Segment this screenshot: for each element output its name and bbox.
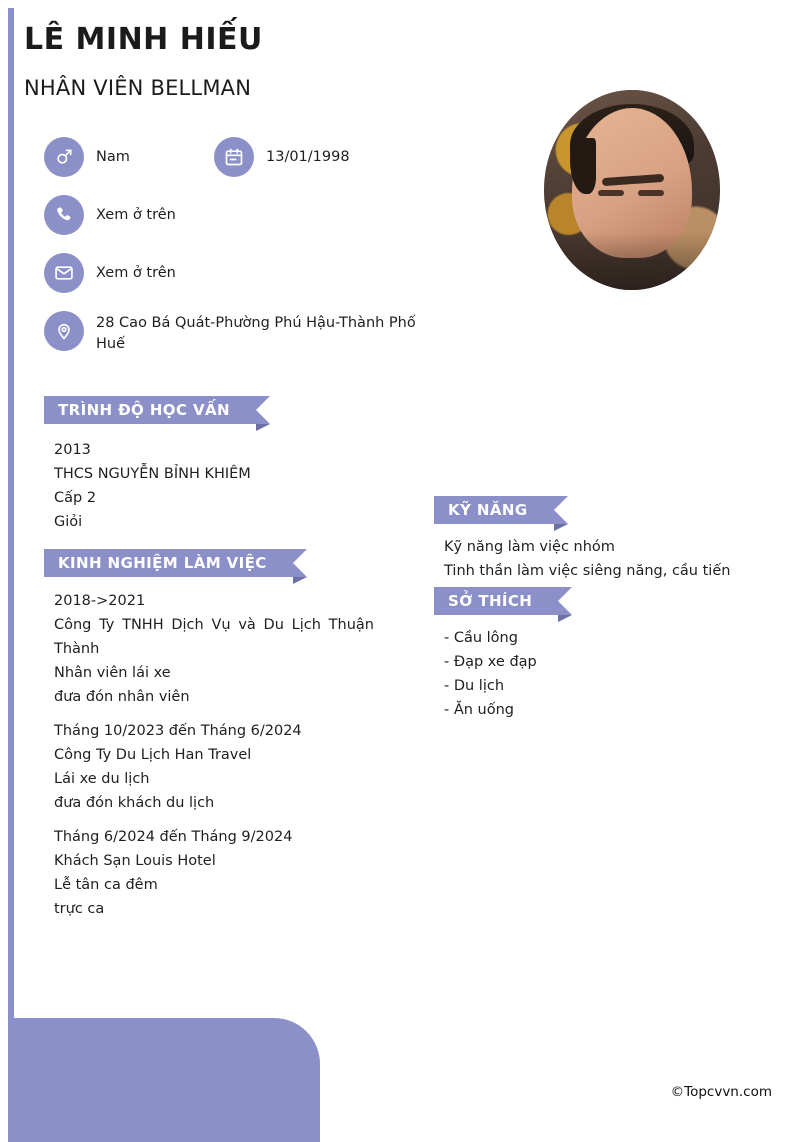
contact-email (44, 253, 176, 293)
skills-line-1: Tinh thần làm việc siêng năng, cầu tiến (444, 563, 731, 579)
experience-1-line-2: Nhân viên lái xe (54, 665, 171, 681)
experience-3-line-2: Lễ tân ca đêm (54, 877, 158, 893)
ribbon-tail (558, 615, 572, 622)
interests-line-0: - Cầu lông (444, 630, 518, 646)
experience-2-line-2: Lái xe du lịch (54, 771, 150, 787)
gender-icon (44, 137, 84, 177)
experience-1-line-3: đưa đón nhân viên (54, 689, 190, 705)
contact-email-value: Xem ở trên (96, 265, 176, 281)
avatar (544, 90, 720, 290)
education-line-1: THCS NGUYỄN BỈNH KHIÊM (54, 466, 251, 482)
contact-birthday-value: 13/01/1998 (266, 149, 350, 165)
education-line-0: 2013 (54, 442, 91, 458)
experience-entry-3 (54, 825, 414, 921)
section-title-skills: KỸ NĂNG (448, 501, 528, 519)
job-title: NHÂN VIÊN BELLMAN (24, 76, 252, 100)
interests-line-2: - Du lịch (444, 678, 505, 694)
experience-entry-1 (54, 589, 379, 709)
education-line-2: Cấp 2 (54, 490, 97, 506)
experience-2-line-1: Công Ty Du Lịch Han Travel (54, 747, 252, 763)
section-title-interests: SỞ THÍCH (448, 592, 533, 610)
experience-entry-2 (54, 719, 414, 815)
section-title-education: TRÌNH ĐỘ HỌC VẤN (58, 401, 230, 419)
section-header-skills (434, 496, 554, 524)
contact-address (44, 311, 436, 355)
interests-line-1: - Đạp xe đạp (444, 654, 537, 670)
contact-birthday (214, 137, 350, 177)
skills-line-0: Kỹ năng làm việc nhóm (444, 539, 615, 555)
contact-gender (44, 137, 130, 177)
section-header-interests (434, 587, 558, 615)
experience-1-line-0: 2018->2021 (54, 593, 146, 609)
interests-list (444, 626, 774, 722)
avatar-eye-right (638, 190, 664, 196)
contact-phone (44, 195, 176, 235)
ribbon-tail (293, 577, 307, 584)
experience-3-line-3: trực ca (54, 901, 105, 917)
contact-phone-value: Xem ở trên (96, 207, 176, 223)
calendar-icon (214, 137, 254, 177)
education-line-3: Giỏi (54, 514, 83, 530)
experience-3-line-1: Khách Sạn Louis Hotel (54, 853, 216, 869)
section-header-experience (44, 549, 293, 577)
experience-1-line-1: Công Ty TNHH Dịch Vụ và Du Lịch Thuận Thành (54, 617, 379, 657)
location-icon (44, 311, 84, 351)
bottom-decorative-block (8, 1018, 320, 1142)
interests-line-3: - Ăn uống (444, 702, 515, 718)
left-accent-bar (8, 8, 14, 1134)
footer-credit: ©Topcvvn.com (670, 1084, 772, 1100)
section-header-education (44, 396, 256, 424)
ribbon-tail (256, 424, 270, 431)
experience-2-line-3: đưa đón khách du lịch (54, 795, 215, 811)
contact-gender-value: Nam (96, 149, 130, 165)
email-icon (44, 253, 84, 293)
avatar-eye-left (598, 190, 624, 196)
experience-3-line-0: Tháng 6/2024 đến Tháng 9/2024 (54, 829, 293, 845)
section-title-experience: KINH NGHIỆM LÀM VIỆC (58, 554, 267, 572)
page-title: LÊ MINH HIẾU (24, 22, 263, 57)
skills-list (444, 535, 774, 583)
education-entry (54, 438, 434, 534)
ribbon-tail (554, 524, 568, 531)
phone-icon (44, 195, 84, 235)
experience-2-line-0: Tháng 10/2023 đến Tháng 6/2024 (54, 723, 302, 739)
avatar-shadow (544, 232, 720, 290)
contact-address-value: 28 Cao Bá Quát-Phường Phú Hậu-Thành Phố Huế (96, 315, 416, 352)
